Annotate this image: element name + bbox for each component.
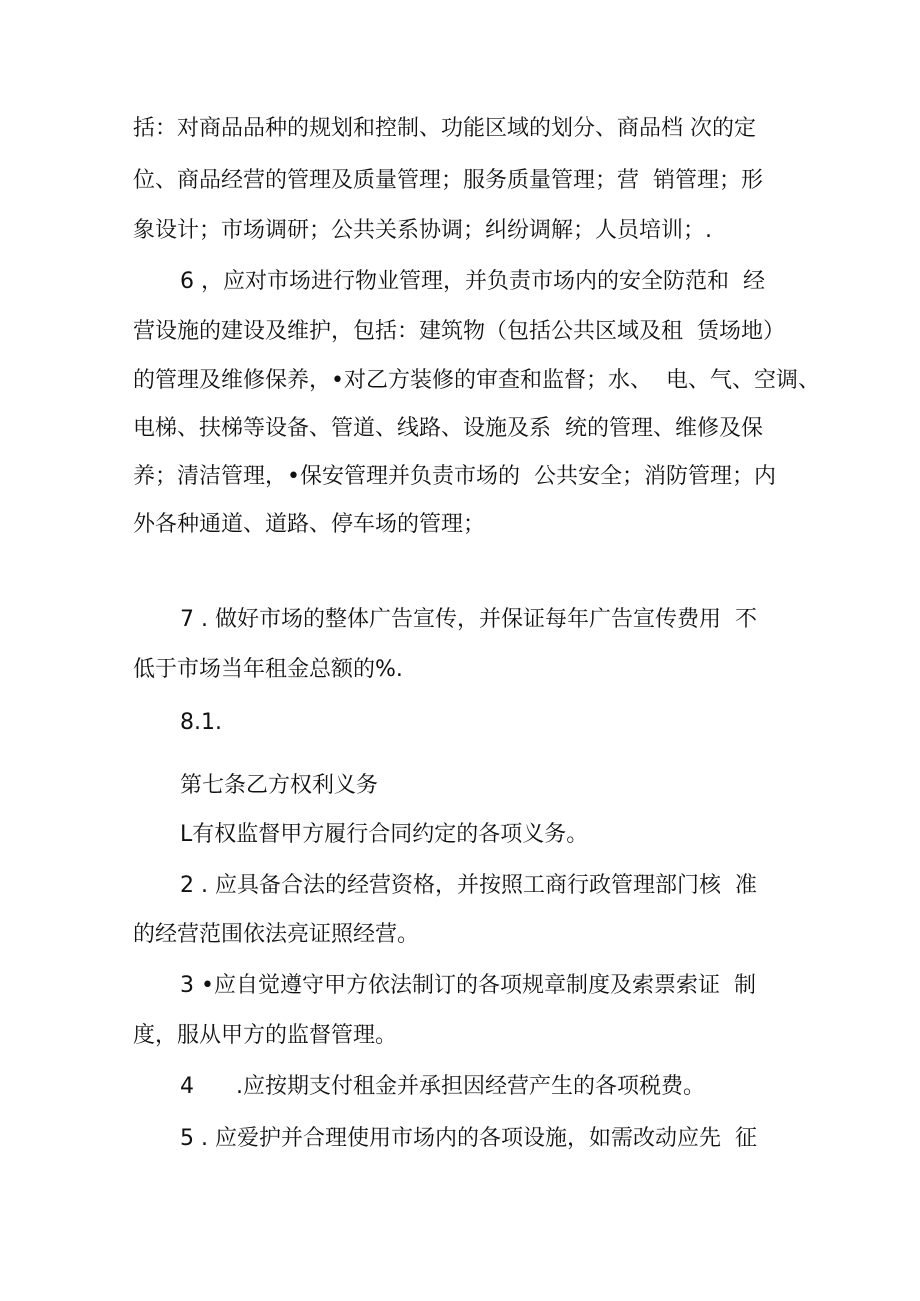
text-line-19: 4 .应按期支付租金并承担因经营产生的各项税费。 (180, 1074, 705, 1099)
text-line-16: 的经营范围依法亮证照经营。 (133, 922, 420, 947)
text-line-8: 养；清洁管理，•保安管理并负责市场的 公共安全；消防管理；内 (133, 464, 776, 489)
text-line-6: 的管理及维修保养，•对乙方装修的审查和监督；水、 电、气、空调、 (133, 368, 820, 393)
text-line-4: 6 ，应对市场进行物业管理，并负责市场内的安全防范和 经 (180, 269, 765, 294)
text-line-9: 外各种通道、道路、停车场的管理； (133, 512, 486, 537)
text-line-7: 电梯、扶梯等设备、管道、线路、设施及系 统的管理、维修及保 (133, 416, 763, 441)
section-heading: 第七条乙方权利义务 (180, 773, 379, 798)
text-line-20: 5 . 应爱护并合理使用市场内的各项设施，如需改动应先 征 (180, 1126, 757, 1151)
text-line-11: 低于市场当年租金总额的%. (133, 657, 403, 682)
text-line-15: 2 . 应具备合法的经营资格，并按照工商行政管理部门核 准 (180, 873, 757, 898)
text-line-1: 括：对商品品种的规划和控制、功能区域的划分、商品档 次的定 (133, 116, 756, 141)
text-line-18: 度，服从甲方的监督管理。 (133, 1023, 398, 1048)
text-line-5: 营设施的建设及维护，包括：建筑物（包括公共区域及租 赁场地） (133, 319, 785, 344)
text-line-17: 3 •应自觉遵守甲方依法制订的各项规章制度及索票索证 制 (180, 973, 756, 998)
text-line-14: L有权监督甲方履行合同约定的各项义务。 (180, 822, 589, 847)
text-line-12: 8.1. (180, 710, 222, 735)
text-line-2: 位、商品经营的管理及质量管理；服务质量管理；营 销管理；形 (133, 168, 763, 193)
text-line-3: 象设计；市场调研；公共关系协调；纠纷调解；人员培训；. (133, 218, 712, 243)
text-line-10: 7 . 做好市场的整体广告宣传，并保证每年广告宣传费用 不 (180, 607, 757, 632)
